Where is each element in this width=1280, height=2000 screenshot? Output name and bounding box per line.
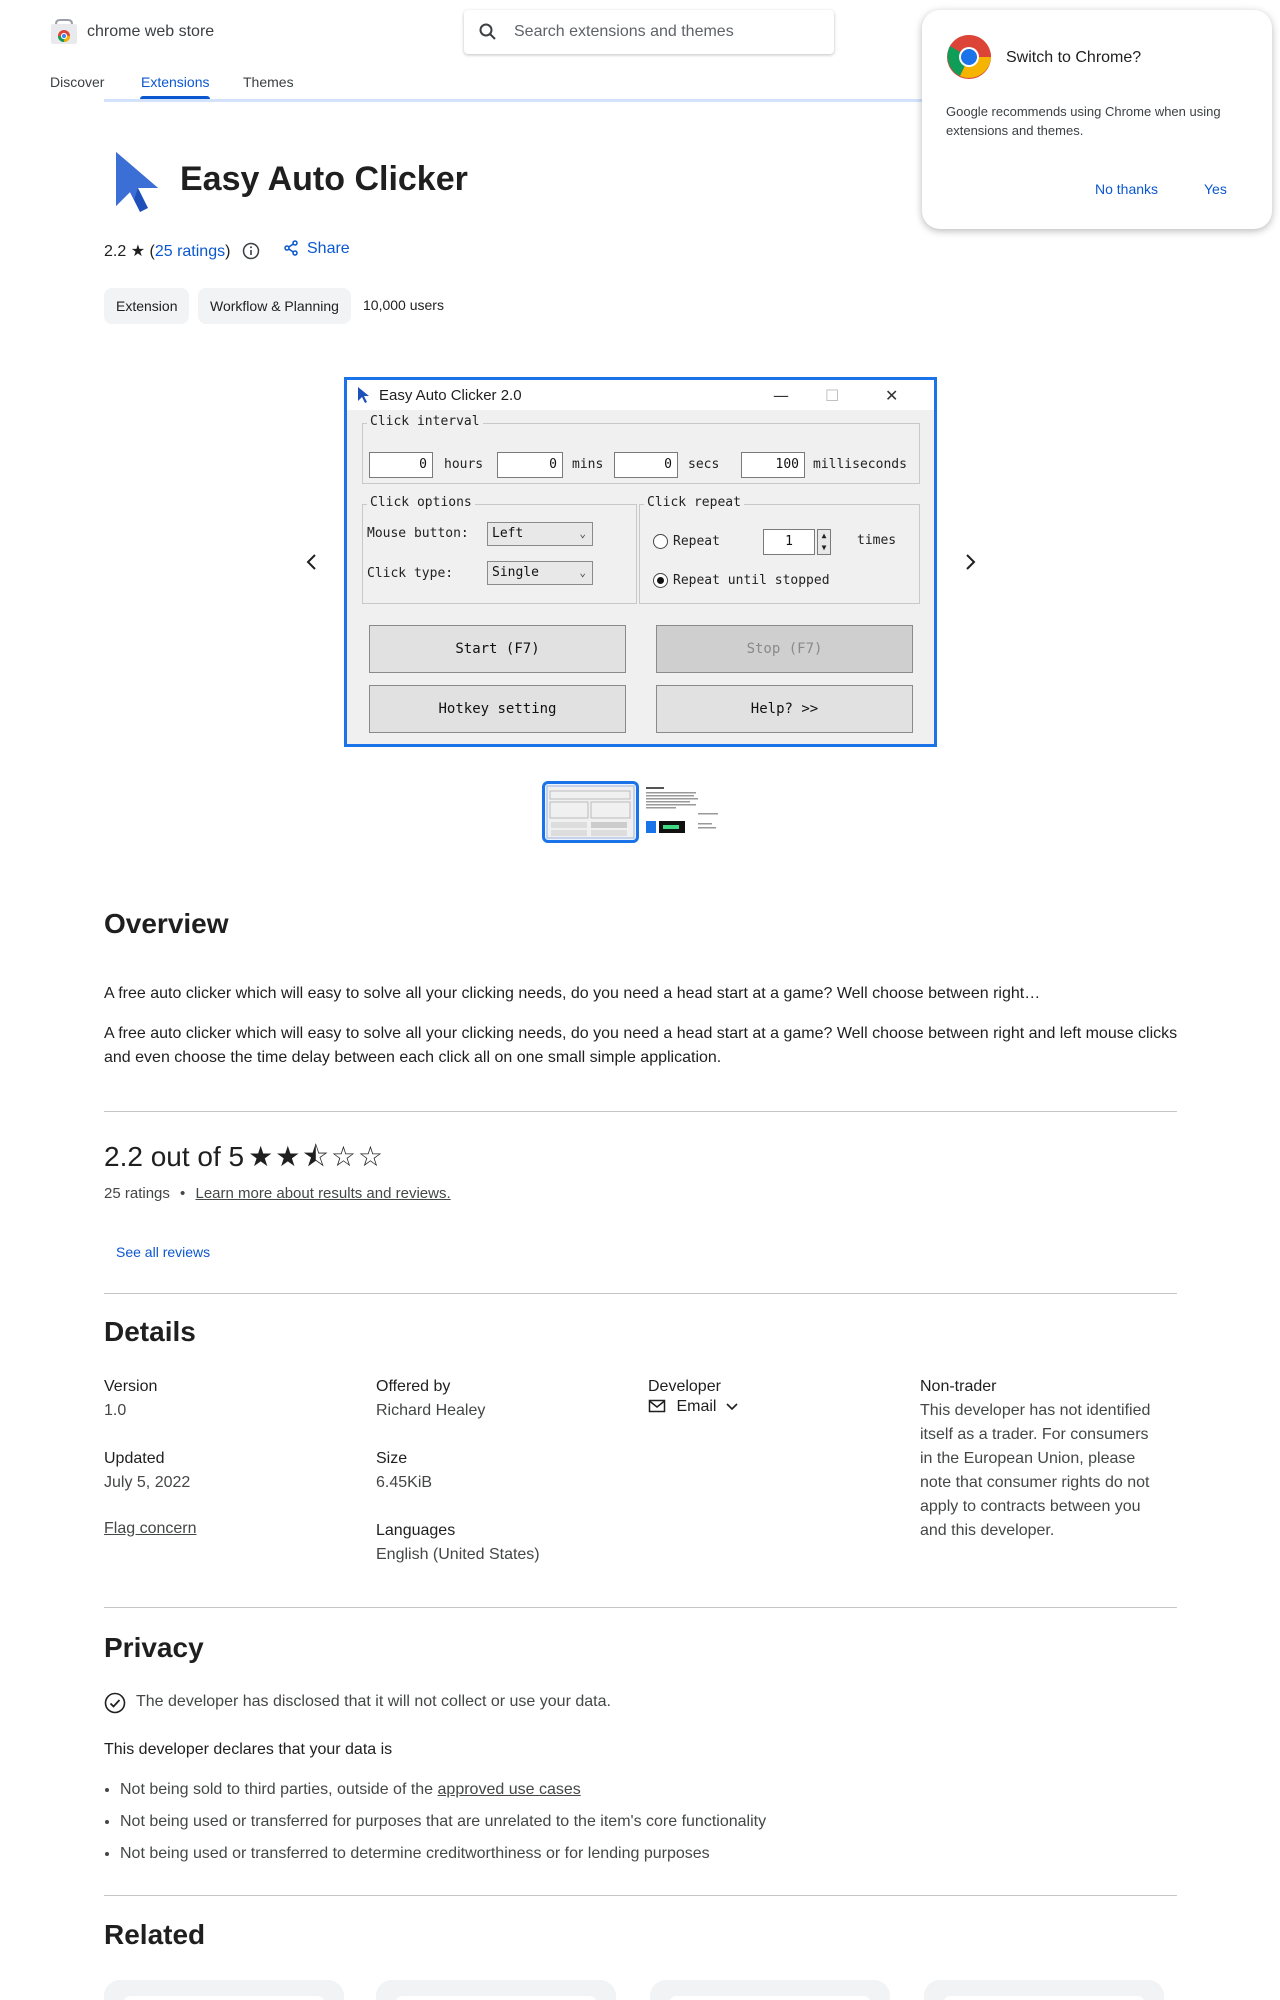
rating-out-of: 2.2 out of 5 [104,1141,245,1172]
privacy-declares: This developer declares that your data is [104,1741,393,1758]
ratings-count: 25 ratings [104,1185,170,1202]
languages-value: English (United States) [376,1546,540,1563]
extension-title: Easy Auto Clicker [180,160,468,198]
updated-block [104,1447,344,1495]
secs-field: 0 [614,452,678,478]
version-label: Version [104,1378,158,1395]
size-value: 6.45KiB [376,1474,433,1491]
size-block [376,1447,616,1495]
milliseconds-field: 100 [741,452,805,478]
repeat-until-radio [653,573,668,588]
section-divider [104,1895,1177,1896]
flag-concern-link[interactable]: Flag concern [104,1520,197,1537]
chrome-web-store-logo[interactable] [50,19,78,45]
related-card[interactable] [650,1980,890,2000]
secs-label: secs [688,457,720,472]
nav-divider [104,99,1024,102]
privacy-heading: Privacy [104,1632,204,1663]
switch-to-chrome-dialog [922,10,1272,229]
search-box[interactable] [464,10,834,54]
repeat-label: Repeat [673,534,720,549]
related-card[interactable] [924,1980,1164,2000]
version-value: 1.0 [104,1402,127,1419]
list-item: • Not being used or transferred to determine creditworthiness or for lending purposes [120,1842,766,1874]
share-icon [283,240,299,256]
no-thanks-button[interactable]: No thanks [1085,175,1168,203]
click-type-label: Click type: [367,566,454,581]
mins-field: 0 [497,452,563,478]
related-heading: Related [104,1919,206,1950]
mins-label: mins [572,457,604,472]
trader-block [920,1375,1160,1543]
see-all-reviews-button[interactable]: See all reviews [116,1244,211,1260]
close-icon: ✕ [885,386,899,405]
ratings-subline: 25 ratings • Learn more about results and reviews. [104,1185,451,1202]
rating-headline [104,1136,385,1184]
privacy-list [120,1778,766,1874]
thumbnail-text-preview [643,783,741,845]
click-options-label: Click options [367,495,475,510]
search-input[interactable] [514,10,824,54]
click-repeat-label: Click repeat [644,495,744,510]
rating-summary: 2.2 ★ (25 ratings) [104,243,231,260]
click-type-select: Single ⌄ [487,561,593,585]
offered-by-value: Richard Healey [376,1402,486,1419]
section-divider [104,1111,1177,1112]
milliseconds-label: milliseconds [813,457,907,472]
chevron-left-icon[interactable] [302,552,322,572]
chip-category[interactable]: Workflow & Planning [198,288,351,324]
developer-block [648,1375,888,1399]
dialog-body: Google recommends using Chrome when using extensions and themes. [946,104,1221,138]
tab-discover[interactable]: Discover [50,74,105,90]
thumbnail-1[interactable] [542,781,639,843]
offered-by-label: Offered by [376,1378,451,1395]
hotkey-button-image: Hotkey setting [369,685,626,733]
languages-block [376,1519,616,1567]
mail-icon [648,1398,666,1414]
privacy-disclosure: The developer has disclosed that it will not collect or use your data. [136,1693,611,1710]
click-interval-label: Click interval [367,414,483,429]
screenshot-main[interactable] [344,377,937,747]
repeat-count-field: 1 [763,529,815,555]
languages-label: Languages [376,1522,456,1539]
share-label: Share [307,240,350,257]
updated-label: Updated [104,1450,165,1467]
hours-label: hours [444,457,484,472]
app-window-title: Easy Auto Clicker 2.0 [379,387,522,404]
tab-extensions[interactable]: Extensions [141,74,210,90]
mouse-button-label: Mouse button: [367,526,469,541]
share-button[interactable] [283,240,350,258]
repeat-until-label: Repeat until stopped [673,573,830,588]
yes-button[interactable]: Yes [1194,175,1237,203]
related-card[interactable] [376,1980,616,2000]
chevron-right-icon[interactable] [960,552,980,572]
ratings-count-link[interactable]: 25 ratings [154,243,226,260]
section-divider [104,1607,1177,1608]
dialog-title: Switch to Chrome? [1006,49,1142,66]
info-icon[interactable] [242,242,260,260]
times-label: times [857,533,897,548]
rating-value: 2.2 [104,243,127,260]
developer-label: Developer [648,1378,721,1395]
details-heading: Details [104,1316,196,1347]
app-cursor-icon [356,386,370,404]
repeat-radio [653,534,668,549]
help-button-image: Help? >> [656,685,913,733]
email-label: Email [676,1398,717,1415]
store-name[interactable]: chrome web store [87,23,215,40]
star-icon: ★ [130,243,146,260]
check-circle-icon [104,1692,126,1714]
spinner-icon: ▲ ▼ [817,529,831,555]
chip-extension[interactable]: Extension [104,288,189,324]
overview-heading: Overview [104,908,229,939]
tab-themes[interactable]: Themes [243,74,294,90]
learn-more-link[interactable]: Learn more about results and reviews. [195,1185,451,1202]
related-card[interactable] [104,1980,344,2000]
size-label: Size [376,1450,408,1467]
extension-cursor-icon [104,148,162,214]
mouse-button-select: Left ⌄ [487,522,593,546]
updated-value: July 5, 2022 [104,1474,191,1491]
stop-button-image: Stop (F7) [656,625,913,673]
approved-use-cases-link[interactable]: approved use cases [437,1781,581,1798]
trader-text: This developer has not identified itself as a trader. For consumers in the European Union, please note that consumer rights do not apply to contracts between you and this developer. [920,1402,1151,1539]
active-tab-indicator [140,96,210,99]
search-icon [478,22,498,42]
minimize-icon: — [773,386,789,405]
thumbnail-app-preview [545,784,636,840]
developer-email-button[interactable] [648,1398,739,1416]
rating-stars-icon: ★★⯪☆☆ [248,1140,386,1173]
chevron-down-icon [725,1400,739,1414]
maximize-icon: ☐ [825,386,840,405]
chrome-logo-icon [946,34,992,80]
thumbnail-2[interactable] [643,783,741,845]
list-item: • Not being sold to third parties, outside of the approved use cases [120,1778,766,1810]
offered-by-block [376,1375,616,1423]
trader-label: Non-trader [920,1378,997,1395]
click-options-group [362,504,637,604]
user-count: 10,000 users [363,297,444,313]
overview-summary: A free auto clicker which will easy to solve all your clicking needs, do you need a head start at a game? Well choose between right… [104,985,1041,1002]
overview-description: A free auto clicker which will easy to solve all your clicking needs, do you need a head start at a game? Well choose between right and left mouse clicks and even choose the time delay between each click all on one small simple application. [104,1025,1178,1066]
app-titlebar [347,380,934,410]
list-item: • Not being used or transferred for purposes that are unrelated to the item's core functionality [120,1810,766,1842]
section-divider [104,1293,1177,1294]
start-button-image: Start (F7) [369,625,626,673]
hours-field: 0 [369,452,433,478]
version-block [104,1375,344,1423]
